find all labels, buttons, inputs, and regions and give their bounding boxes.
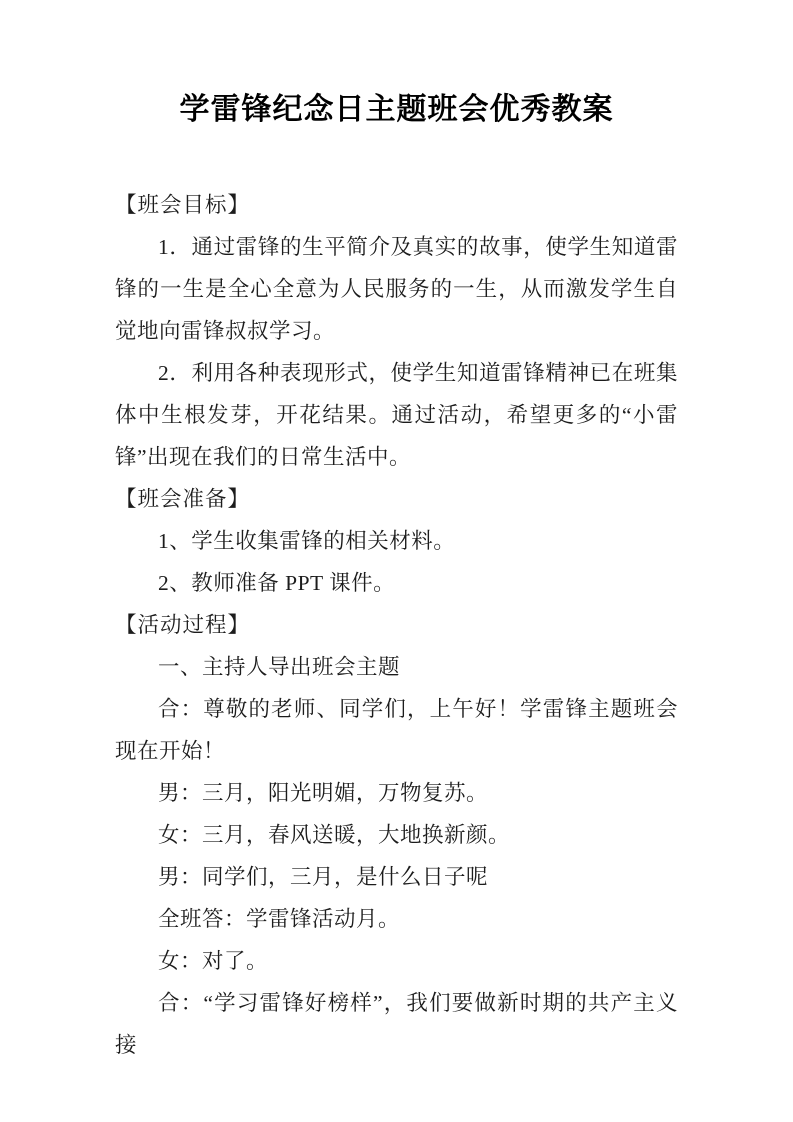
section-activity-process: [115, 604, 678, 1066]
paragraph: 1．通过雷锋的生平简介及真实的故事，使学生知道雷锋的一生是全心全意为人民服务的一生，从而激发学生自觉地向雷锋叔叔学习。: [115, 235, 678, 343]
paragraph: 合：“学习雷锋好榜样”，我们要做新时期的共产主义接: [115, 991, 678, 1057]
section-heading: 【班会目标】: [115, 193, 251, 217]
section-heading: 【班会准备】: [115, 487, 251, 511]
section-heading: 【活动过程】: [115, 613, 251, 637]
paragraph: 一、主持人导出班会主题: [158, 655, 401, 679]
section-meeting-goals: [115, 184, 678, 478]
paragraph: 男：三月，阳光明媚，万物复苏。: [158, 781, 489, 805]
paragraph: 女：对了。: [158, 949, 269, 973]
paragraph: 男：同学们，三月，是什么日子呢: [158, 865, 489, 889]
paragraph: 女：三月，春风送暖，大地换新颜。: [158, 823, 511, 847]
paragraph: 1、学生收集雷锋的相关材料。: [158, 529, 456, 553]
section-meeting-preparation: [115, 478, 678, 604]
paragraph: 全班答：学雷锋活动月。: [158, 907, 401, 931]
paragraph: 2、教师准备 PPT 课件。: [158, 571, 396, 595]
paragraph: 合：尊敬的老师、同学们，上午好！学雷锋主题班会现在开始！: [115, 697, 678, 763]
document-title: 学雷锋纪念日主题班会优秀教案: [179, 93, 614, 126]
paragraph: 2．利用各种表现形式，使学生知道雷锋精神已在班集体中生根发芽，开花结果。通过活动，希望更多的“小雷锋”出现在我们的日常生活中。: [115, 361, 678, 469]
